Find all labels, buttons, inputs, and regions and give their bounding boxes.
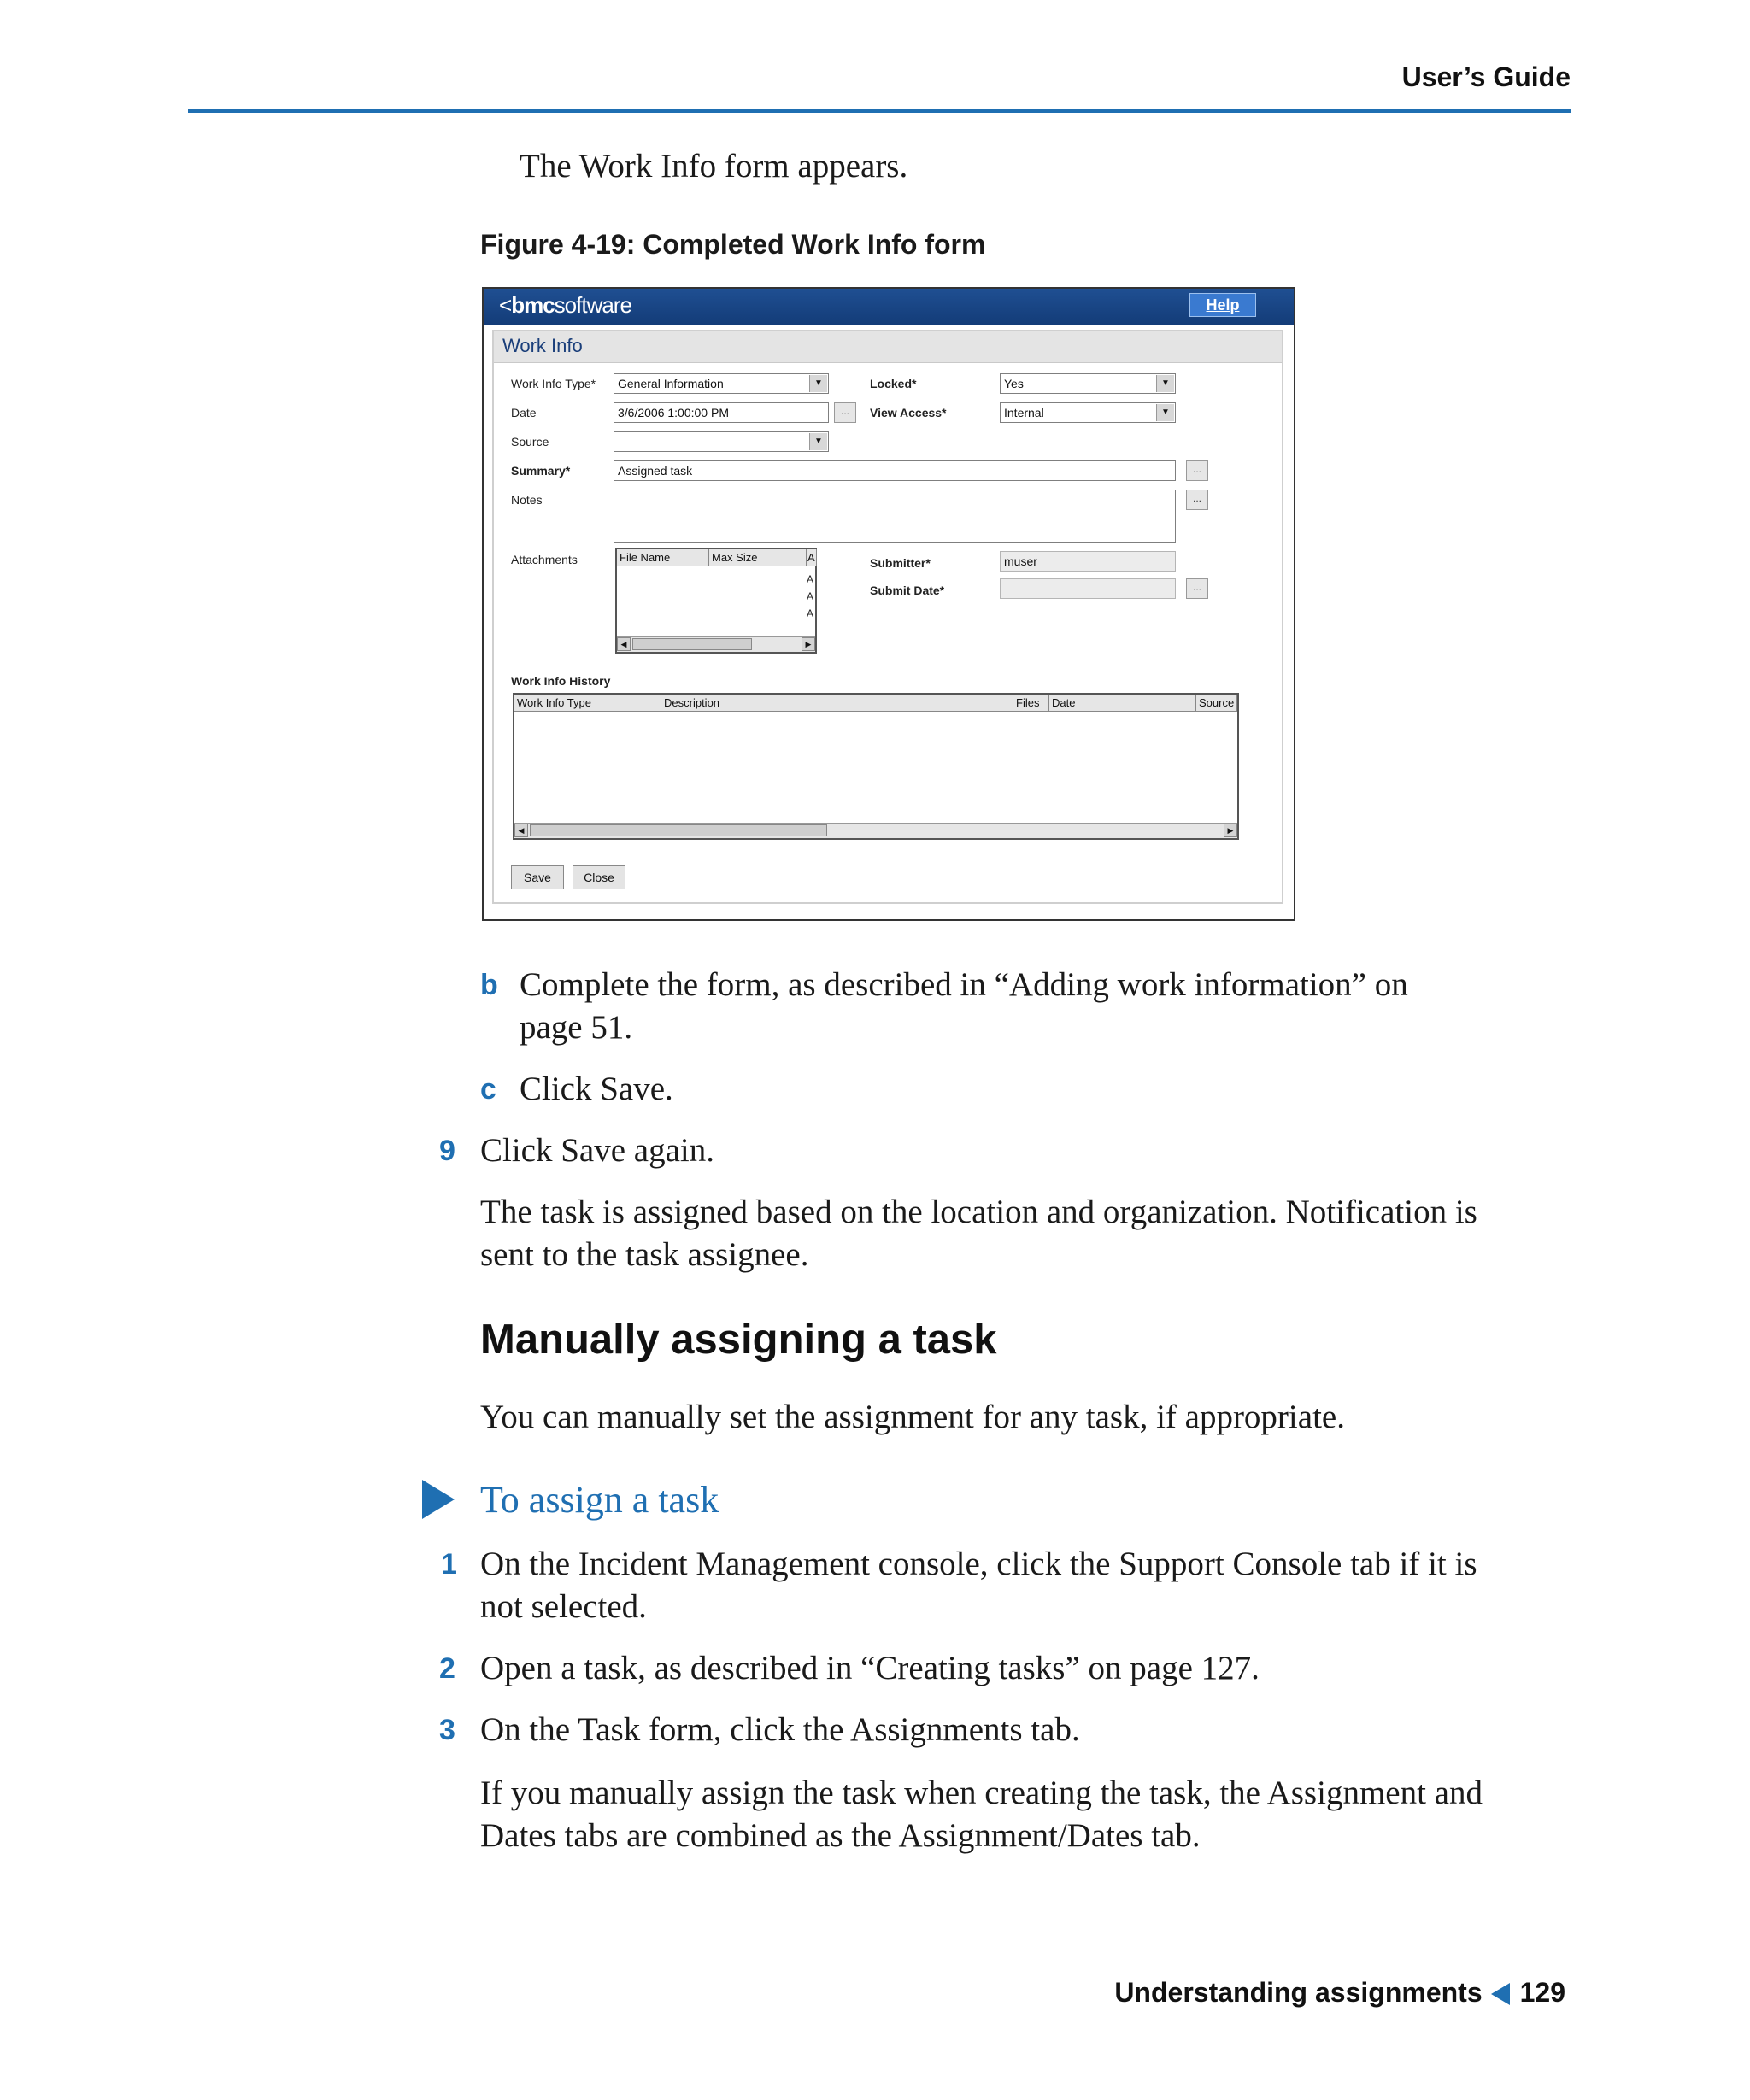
app-banner bbox=[484, 289, 1294, 325]
step-marker-2: 2 bbox=[439, 1652, 455, 1685]
final-note-line1: If you manually assign the task when creating the task, the Assignment and bbox=[480, 1774, 1483, 1811]
page-number: 129 bbox=[1519, 1977, 1565, 2008]
substep-b-text-line2: page 51. bbox=[520, 1009, 633, 1046]
submitter-label: Submitter* bbox=[870, 556, 931, 570]
form-body bbox=[494, 363, 1282, 902]
header-rule bbox=[188, 109, 1571, 113]
history-col-source[interactable]: Source bbox=[1196, 695, 1237, 712]
substep-b-text-line1: Complete the form, as described in “Adding work information” on bbox=[520, 966, 1408, 1003]
save-button[interactable]: Save bbox=[511, 865, 564, 889]
step-2-text: Open a task, as described in “Creating tasks” on page 127. bbox=[480, 1650, 1260, 1686]
scroll-thumb[interactable] bbox=[632, 638, 752, 650]
date-field[interactable]: 3/6/2006 1:00:00 PM bbox=[614, 402, 829, 423]
locked-select[interactable]: Yes ▼ bbox=[1000, 373, 1176, 394]
dropdown-arrow-icon[interactable]: ▼ bbox=[809, 375, 827, 392]
step-marker-1: 1 bbox=[441, 1548, 457, 1581]
footer-section-title: Understanding assignments bbox=[1114, 1977, 1483, 2008]
step-9-note-line1: The task is assigned based on the location and organization. Notification is bbox=[480, 1194, 1477, 1230]
page-footer bbox=[1114, 1977, 1565, 2009]
close-button[interactable]: Close bbox=[573, 865, 625, 889]
step-3-text: On the Task form, click the Assignments tab. bbox=[480, 1711, 1080, 1748]
attachment-side-letter: A bbox=[807, 590, 814, 602]
notes-field[interactable] bbox=[614, 490, 1176, 543]
footer-arrow-icon bbox=[1491, 1983, 1510, 2005]
scroll-right-icon[interactable]: ▶ bbox=[1224, 824, 1237, 837]
attachments-col-file-name[interactable]: File Name bbox=[617, 549, 709, 566]
attachments-label: Attachments bbox=[511, 553, 578, 566]
summary-label: Summary* bbox=[511, 464, 571, 478]
source-select[interactable] bbox=[614, 431, 829, 452]
step-9-text: Click Save again. bbox=[480, 1132, 715, 1169]
work-info-type-label: Work Info Type* bbox=[511, 377, 596, 390]
form-title-bar bbox=[494, 331, 1282, 363]
form-title: Work Info bbox=[502, 335, 583, 356]
attachment-side-letter: A bbox=[807, 607, 814, 619]
attachments-table[interactable] bbox=[615, 548, 817, 654]
attachments-col-max-size[interactable]: Max Size bbox=[709, 549, 807, 566]
figure-caption: Figure 4-19: Completed Work Info form bbox=[480, 229, 986, 260]
step-1-text-line2: not selected. bbox=[480, 1588, 647, 1625]
summary-expand-button[interactable]: ... bbox=[1186, 460, 1208, 481]
step-marker-9: 9 bbox=[439, 1135, 455, 1167]
final-note-line2: Dates tabs are combined as the Assignment/Dates tab. bbox=[480, 1817, 1201, 1854]
history-col-date[interactable]: Date bbox=[1049, 695, 1196, 712]
attachment-side-letter: A bbox=[807, 573, 814, 585]
date-label: Date bbox=[511, 406, 537, 419]
history-col-work-info-type[interactable]: Work Info Type bbox=[514, 695, 661, 712]
step-marker-3: 3 bbox=[439, 1714, 455, 1746]
scroll-right-icon[interactable]: ▶ bbox=[802, 637, 815, 651]
work-info-type-select[interactable]: General Information ▼ bbox=[614, 373, 829, 394]
locked-label: Locked* bbox=[870, 377, 917, 390]
history-col-description[interactable]: Description bbox=[661, 695, 1013, 712]
step-1-text-line1: On the Incident Management console, click the Support Console tab if it is bbox=[480, 1546, 1477, 1582]
attachments-hscrollbar[interactable] bbox=[617, 636, 815, 652]
dropdown-arrow-icon[interactable]: ▼ bbox=[1156, 404, 1174, 421]
dropdown-arrow-icon[interactable]: ▼ bbox=[809, 433, 827, 450]
scroll-left-icon[interactable]: ◀ bbox=[617, 637, 631, 651]
substep-marker-b: b bbox=[480, 969, 498, 1001]
substep-c-text: Click Save. bbox=[520, 1071, 673, 1107]
section-heading: Manually assigning a task bbox=[480, 1317, 997, 1363]
view-access-select[interactable]: Internal ▼ bbox=[1000, 402, 1176, 423]
work-info-history-table[interactable] bbox=[513, 693, 1239, 840]
notes-label: Notes bbox=[511, 493, 543, 507]
history-hscrollbar[interactable] bbox=[514, 823, 1237, 838]
work-info-form bbox=[492, 330, 1283, 904]
work-info-screenshot bbox=[482, 287, 1295, 921]
running-header-title: User’s Guide bbox=[1401, 62, 1571, 92]
submit-date-label: Submit Date* bbox=[870, 584, 945, 597]
submit-date-picker-button[interactable]: ... bbox=[1186, 578, 1208, 599]
summary-field[interactable]: Assigned task bbox=[614, 460, 1176, 481]
intro-text: The Work Info form appears. bbox=[520, 148, 908, 185]
dropdown-arrow-icon[interactable]: ▼ bbox=[1156, 375, 1174, 392]
date-picker-button[interactable]: ... bbox=[834, 402, 856, 423]
work-info-history-label: Work Info History bbox=[511, 674, 611, 688]
help-link[interactable]: Help bbox=[1189, 293, 1256, 317]
scroll-thumb[interactable] bbox=[530, 824, 827, 836]
submit-date-field bbox=[1000, 578, 1176, 599]
step-9-note-line2: sent to the task assignee. bbox=[480, 1236, 809, 1273]
history-col-files[interactable]: Files bbox=[1013, 695, 1049, 712]
substep-marker-c: c bbox=[480, 1073, 496, 1106]
section-intro: You can manually set the assignment for any task, if appropriate. bbox=[480, 1399, 1345, 1435]
view-access-label: View Access* bbox=[870, 406, 947, 419]
procedure-title: To assign a task bbox=[480, 1479, 719, 1521]
procedure-arrow-icon bbox=[422, 1480, 455, 1519]
source-label: Source bbox=[511, 435, 549, 449]
submitter-field: muser bbox=[1000, 551, 1176, 572]
attachments-col-truncated[interactable]: A bbox=[807, 549, 817, 566]
bmc-logo: <bmcsoftware bbox=[499, 292, 631, 318]
scroll-left-icon[interactable]: ◀ bbox=[514, 824, 528, 837]
notes-expand-button[interactable]: ... bbox=[1186, 490, 1208, 510]
